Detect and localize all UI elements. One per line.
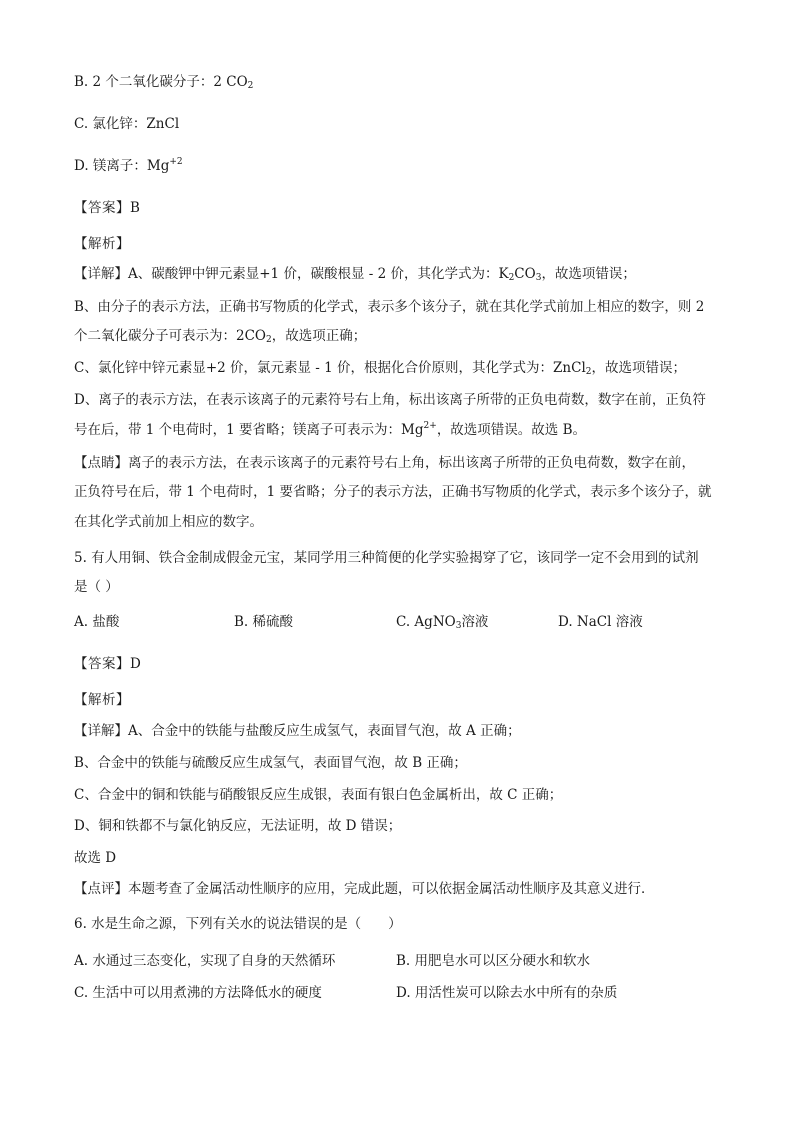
q4-detail-d-line1: D、离子的表示方法，在表示该离子的元素符号右上角，标出该离子所带的正负电荷数，数字在前，正负符 xyxy=(74,392,706,408)
q5-choice: 故选 D xyxy=(74,850,117,866)
q5-detail-c: C、合金中的铜和铁能与硝酸银反应生成银，表面有银白色金属析出，故 C 正确； xyxy=(74,787,563,803)
q4-detail-a: 【详解】A、碳酸钾中钾元素显+1 价，碳酸根显 - 2 价，其化学式为：$K_2CO_3$，故选项错误； xyxy=(74,266,636,283)
q6-option-c: C. 生活中可以用煮沸的方法降低水的硬度 xyxy=(74,985,322,1001)
q4-analysis-label: 【解析】 xyxy=(74,236,130,252)
q4-option-c: C. 氯化锌：ZnCl xyxy=(74,116,180,132)
q4-option-b: B. 2 个二氧化碳分子：2 $CO_2$ xyxy=(74,74,254,91)
q5-option-b: B. 稀硫酸 xyxy=(234,614,294,630)
q5-detail-d: D、铜和铁都不与氯化钠反应，无法证明，故 D 错误； xyxy=(74,818,402,834)
q4-detail-b-line1: B、由分子的表示方法，正确书写物质的化学式，表示多个该分子，就在其化学式前加上相应的数字，则 2 xyxy=(74,299,705,315)
q5-comment: 【点评】本题考查了金属活动性顺序的应用，完成此题，可以依据金属活动性顺序及其意义进行． xyxy=(74,881,655,897)
q6-option-b: B. 用肥皂水可以区分硬水和软水 xyxy=(396,953,591,969)
q5-answer: 【答案】D xyxy=(74,656,142,672)
q4-detail-d-line2: 号在后，带 1 个电荷时，1 要省略；镁离子可表示为：$Mg^{2+}$，故选项错误。故选 B。 xyxy=(74,421,587,438)
q5-detail-b: B、合金中的铁能与硫酸反应生成氢气，表面冒气泡，故 B 正确； xyxy=(74,755,467,771)
q5-stem-line2: 是（ ） xyxy=(74,579,119,595)
q6-option-a: A. 水通过三态变化，实现了自身的天然循环 xyxy=(74,953,336,969)
q5-stem-line1: 5. 有人用铜、铁合金制成假金元宝，某同学用三种简便的化学实验揭穿了它，该同学一定不会用到的试剂 xyxy=(74,550,699,566)
q5-option-d: D. NaCl 溶液 xyxy=(558,614,643,630)
q5-analysis-label: 【解析】 xyxy=(74,692,130,708)
q4-note-line1: 【点睛】离子的表示方法，在表示该离子的元素符号右上角，标出该离子所带的正负电荷数，数字在前， xyxy=(74,455,695,471)
q4-note-line2: 正负符号在后，带 1 个电荷时，1 要省略；分子的表示方法，正确书写物质的化学式，表示多个该分子，就 xyxy=(74,484,712,500)
q4-detail-b-line2: 个二氧化碳分子可表示为：$2CO_2$，故选项正确； xyxy=(74,328,367,345)
q4-detail-c: C、氯化锌中锌元素显+2 价，氯元素显 - 1 价，根据化合价原则，其化学式为：ZnCl$_2$，故选项错误； xyxy=(74,360,687,377)
q6-stem: 6. 水是生命之源，下列有关水的说法错误的是（ ） xyxy=(74,916,402,932)
q5-option-c: C. AgNO$_3$溶液 xyxy=(396,614,489,631)
q5-detail-a: 【详解】A、合金中的铁能与盐酸反应生成氢气，表面冒气泡，故 A 正确； xyxy=(74,723,521,739)
q6-option-d: D. 用活性炭可以除去水中所有的杂质 xyxy=(396,985,618,1001)
q5-option-a: A. 盐酸 xyxy=(74,614,120,630)
q4-note-line3: 在其化学式前加上相应的数字。 xyxy=(74,514,263,530)
q4-option-d: D. 镁离子：$Mg^{+2}$ xyxy=(74,157,183,174)
q4-answer: 【答案】B xyxy=(74,200,141,216)
